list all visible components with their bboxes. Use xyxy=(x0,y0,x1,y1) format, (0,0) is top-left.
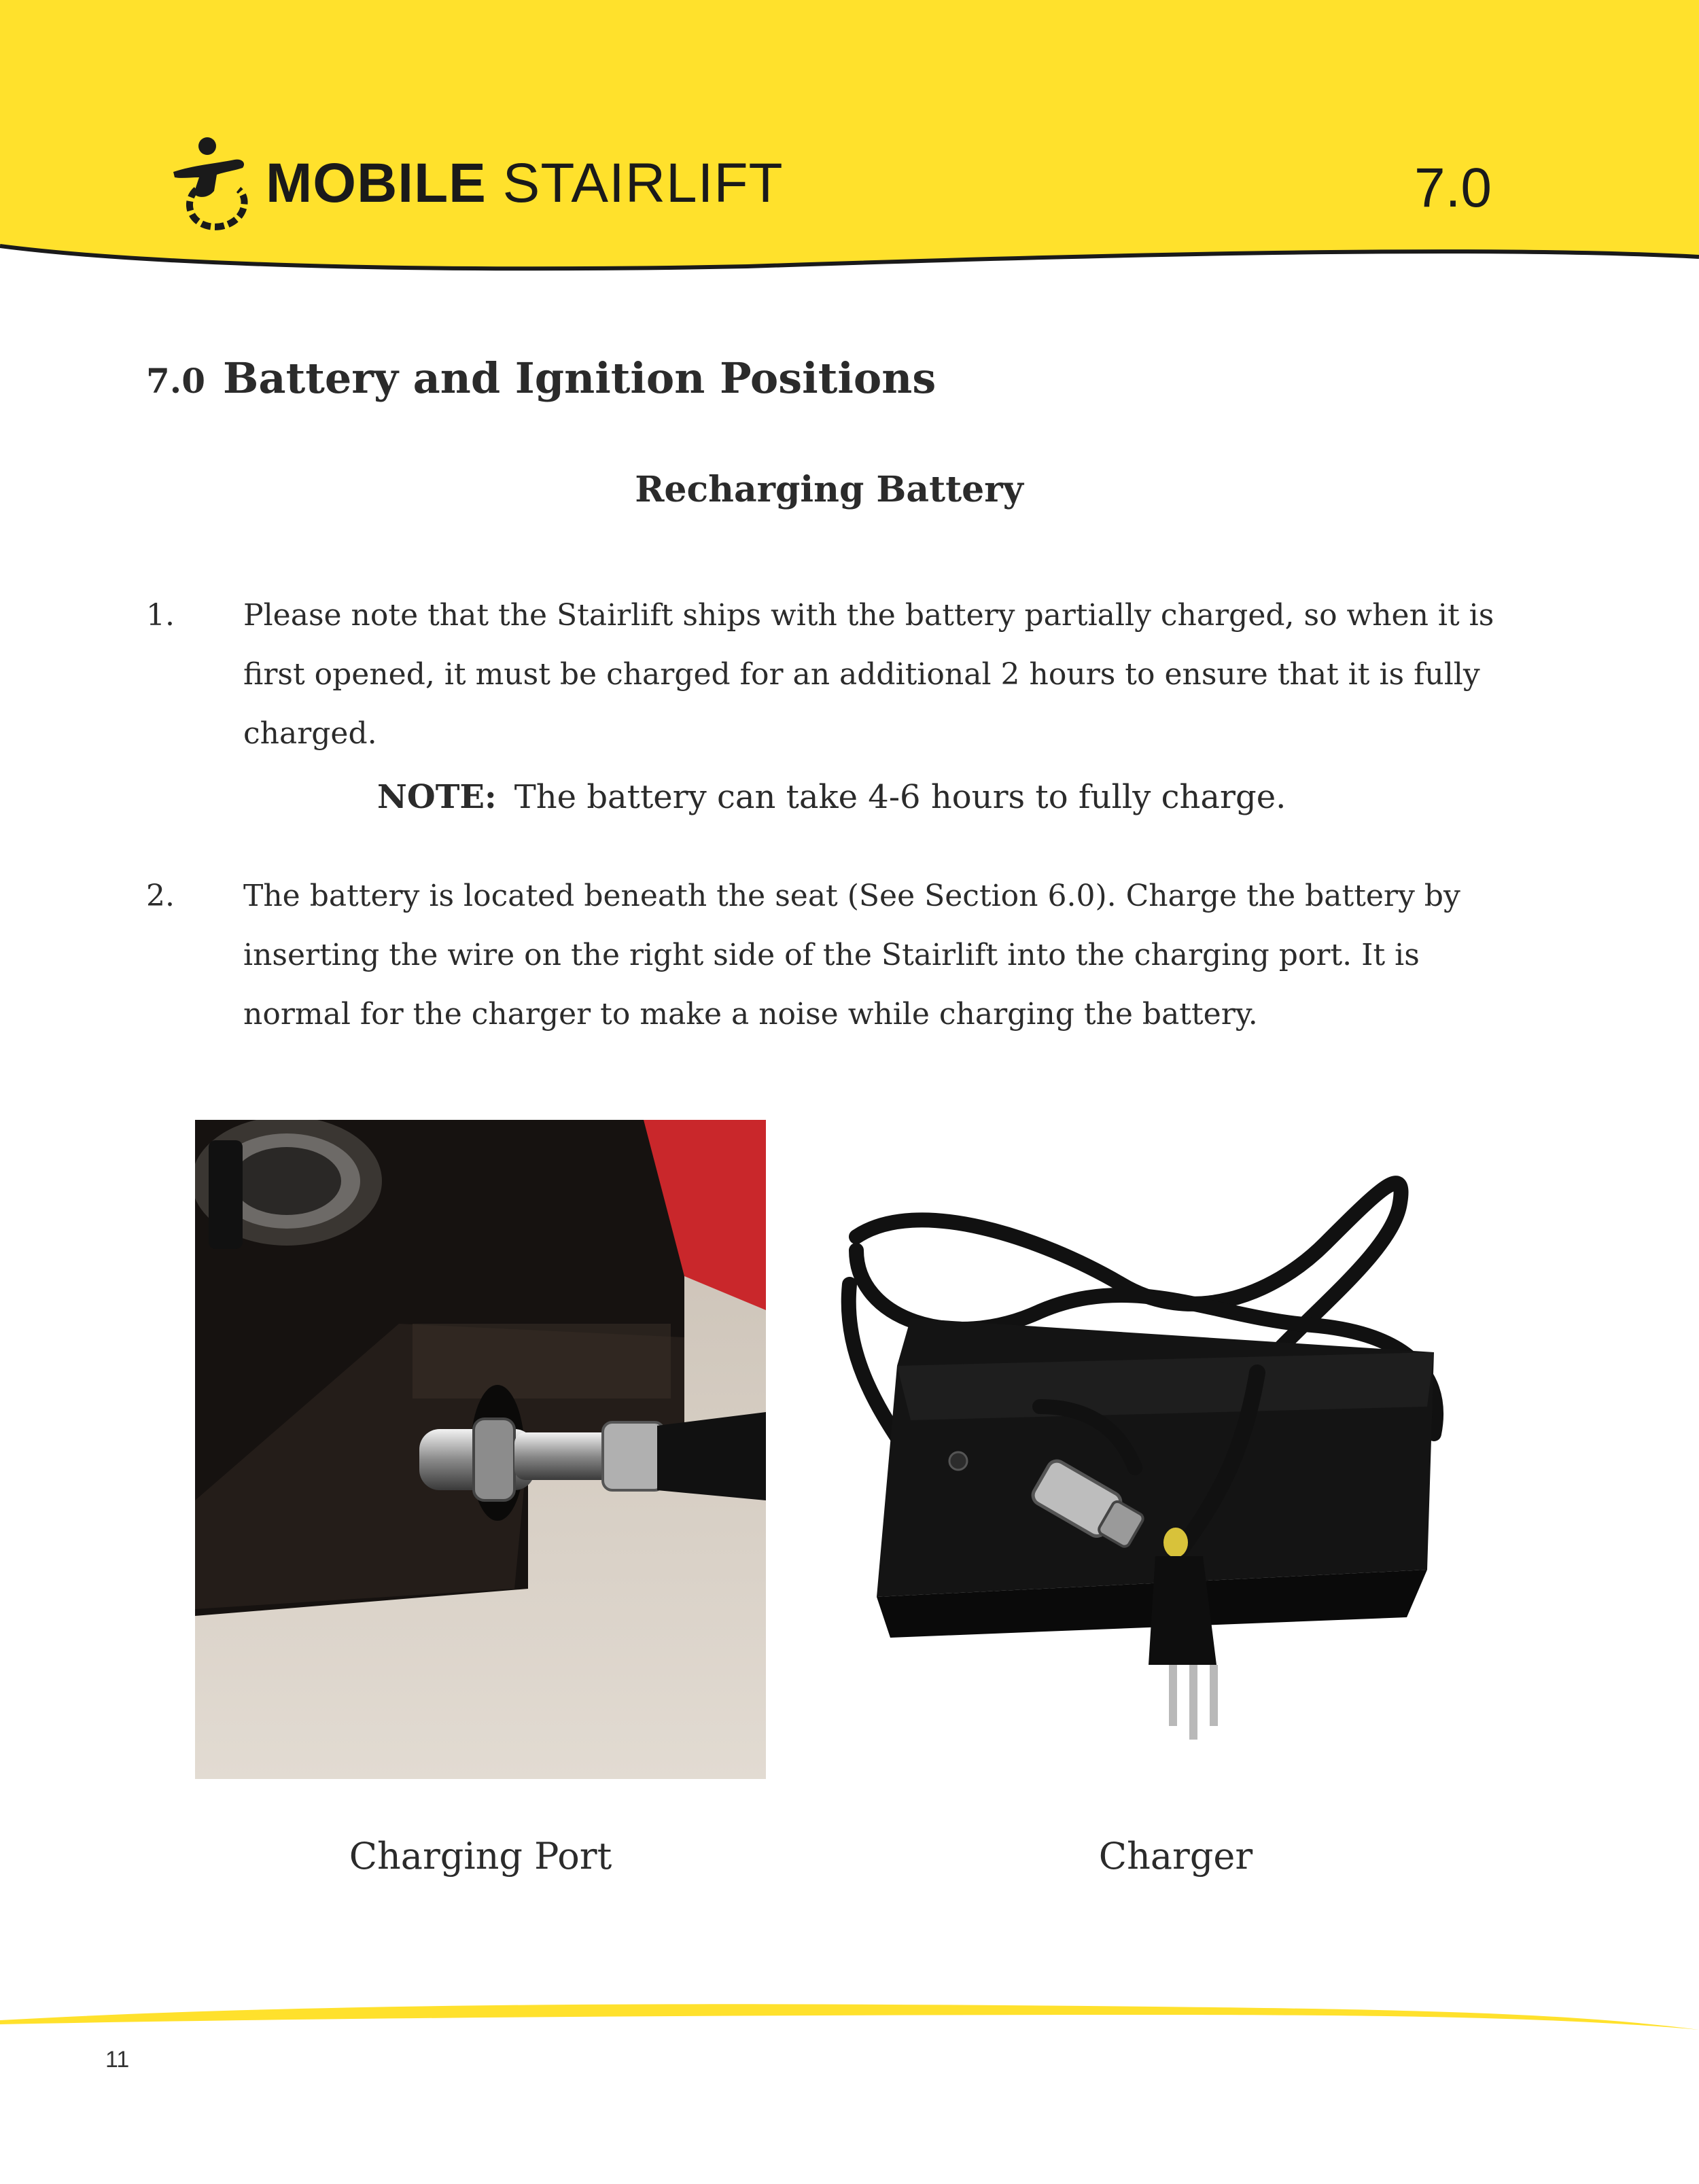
chapter-number: 7.0 xyxy=(1414,157,1492,219)
section-number: 7.0 xyxy=(146,361,205,401)
stairlift-person-icon xyxy=(167,133,262,234)
note-text: The battery can take 4-6 hours to fully charge. xyxy=(514,778,1286,816)
section-title-text: Battery and Ignition Positions xyxy=(223,353,936,403)
section-title xyxy=(146,353,936,403)
subheading: Recharging Battery xyxy=(635,469,1023,510)
note-label: NOTE: xyxy=(377,778,497,816)
brand-logo xyxy=(167,133,784,234)
list-item-text: Please note that the Stairlift ships with the battery partially charged, so when it is first opened, it must be charged for an additional 2 hours to ensure that it is fully charged. xyxy=(243,598,1494,751)
charger-photo xyxy=(836,1148,1529,1801)
footer-swoosh xyxy=(0,1988,1699,2042)
brand-name-light: STAIRLIFT xyxy=(502,152,784,214)
list-item-text: The battery is located beneath the seat (See Section 6.0). Charge the battery by inserting the wire on the right side of the Stairlift into the charging port. It is normal for the charger to make a noise while charging the battery. xyxy=(243,879,1460,1032)
figure-caption: Charging Port xyxy=(349,1835,612,1878)
figure-caption: Charger xyxy=(1098,1835,1253,1878)
note xyxy=(377,778,1286,816)
page-number: 11 xyxy=(105,2047,130,2073)
brand-name-bold: MOBILE xyxy=(266,152,487,214)
list-item-number: 2. xyxy=(146,879,175,913)
brand-name xyxy=(266,152,784,215)
list-item-number: 1. xyxy=(146,598,175,633)
charging-port-photo xyxy=(195,1120,766,1779)
